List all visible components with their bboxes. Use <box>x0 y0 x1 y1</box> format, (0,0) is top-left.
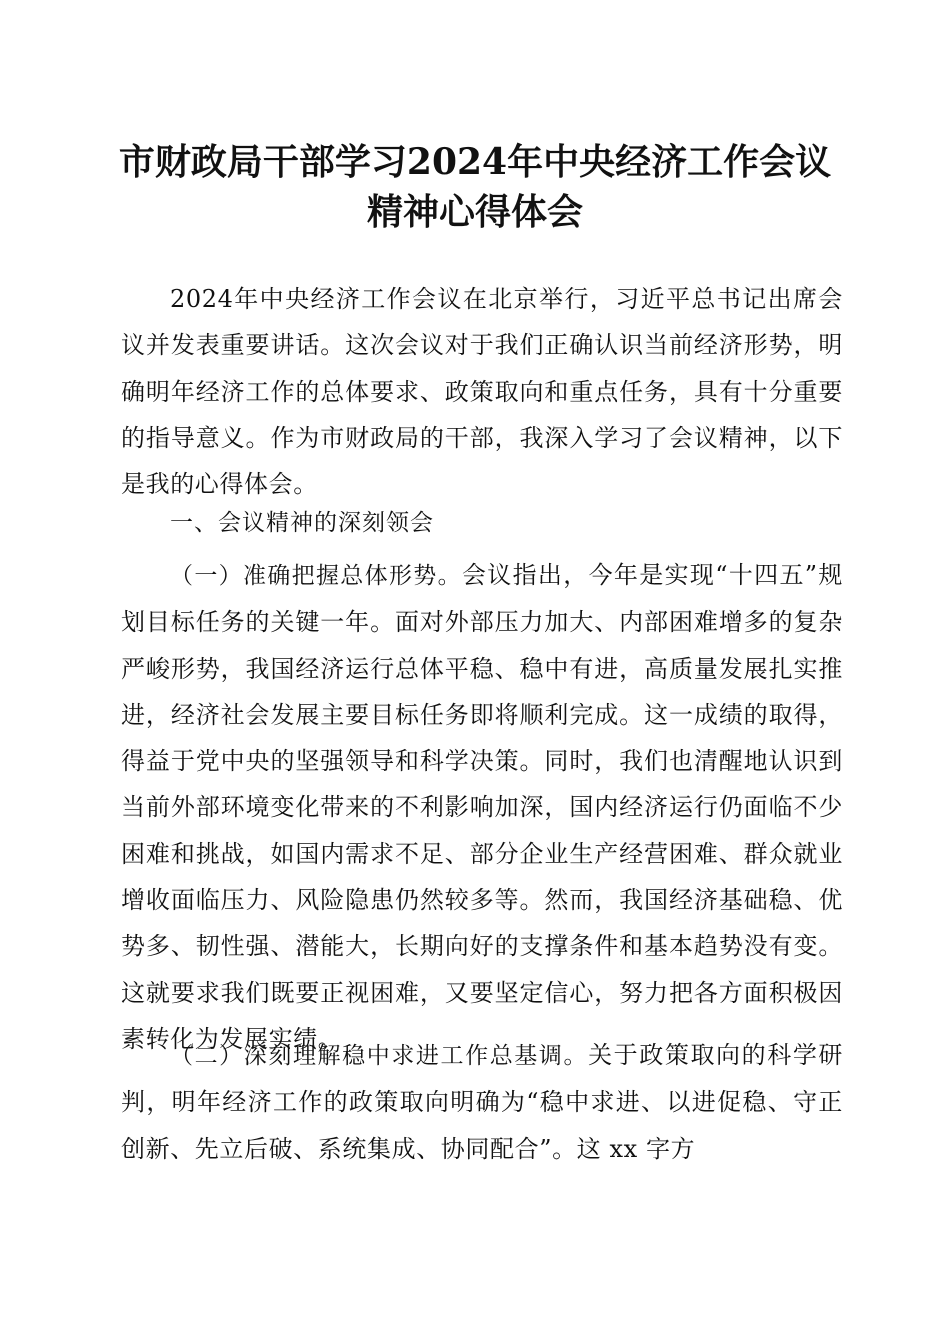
subsection-1-paragraph <box>121 552 843 1062</box>
document-title-line-1: 市财政局干部学习2024年中央经济工作会议 <box>118 141 832 183</box>
subsection-1-text: 会议指出，今年是实现“十四五”规划目标任务的关键一年。面对外部压力加大、内部困难增多的复杂严峻形势，我国经济运行总体平稳、稳中有进，高质量发展扎实推进，经济社会发展主要目标任务即将顺利完成。这一成绩的取得，得益于党中央的坚强领导和科学决策。同时，我们也清醒地认识到当前外部环境变化带来的不利影响加深，国内经济运行仍面临不少困难和挑战，如国内需求不足、部分企业生产经营困难、群众就业增收面临压力、风险隐患仍然较多等。然而，我国经济基础稳、优势多、韧性强、潜能大，长期向好的支撑条件和基本趋势没有变。这就要求我们既要正视困难，又要坚定信心，努力把各方面积极因素转化为发展实绩。 <box>121 561 843 1053</box>
subsection-2-text: 关于政策取向的科学研判，明年经济工作的政策取向明确为“稳中求进、以进促稳、守正创新、先立后破、系统集成、协同配合”。这 xx 字方 <box>121 1041 844 1163</box>
subsection-2-paragraph <box>121 1032 843 1172</box>
document-title-line-2: 精神心得体会 <box>366 191 583 233</box>
section-heading-1: 一、会议精神的深刻领会 <box>170 510 434 536</box>
intro-paragraph: 2024年中央经济工作会议在北京举行，习近平总书记出席会议并发表重要讲话。这次会议对于我们正确认识当前经济形势，明确明年经济工作的总体要求、政策取向和重点任务，具有十分重要的指导意义。作为市财政局的干部，我深入学习了会议精神，以下是我的心得体会。 <box>121 285 843 499</box>
subsection-2-lead: （二）深刻理解稳中求进工作总基调。 <box>170 1043 589 1069</box>
subsection-1-lead: （一）准确把握总体形势。 <box>170 563 462 589</box>
